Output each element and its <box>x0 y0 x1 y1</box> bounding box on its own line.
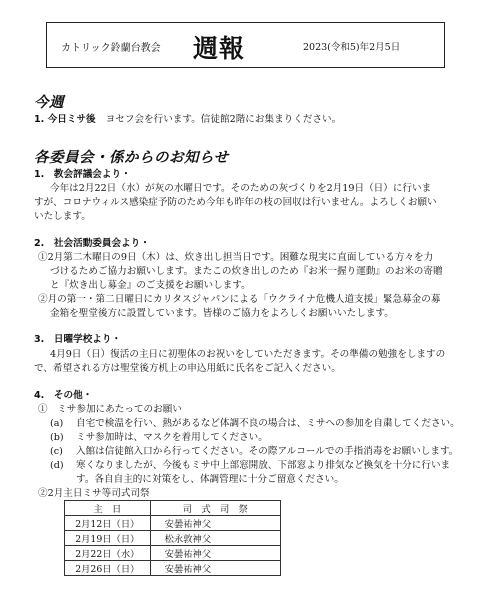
this-week-item-text: ヨセフ会を行います。信徒館2階にお集まりください。 <box>105 114 342 125</box>
column-header-sunday: 主 日 <box>65 501 151 516</box>
s4-item-mark: (c) <box>50 446 63 457</box>
cell-date: 2月19日（日） <box>65 531 151 546</box>
cell-priest: 安曇祐神父 <box>150 561 280 576</box>
cell-date: 2月22日（水） <box>65 546 151 561</box>
cell-date: 2月26日（日） <box>65 561 151 576</box>
s1-heading: 1. 教会評議会より・ <box>34 169 131 180</box>
cell-priest: 安曇祐神父 <box>150 546 280 561</box>
s1-line: いたします。 <box>34 211 91 222</box>
header-box <box>46 22 445 68</box>
bulletin-title: 週報 <box>193 34 246 63</box>
section-title-this-week: 今週 <box>34 95 64 111</box>
s4-sub-heading: ① ミサ参加にあたってのお願い <box>38 404 182 415</box>
s3-heading: 3. 日曜学校より・ <box>34 334 122 345</box>
table-row <box>65 546 281 561</box>
s3-line: 4月9日（日）復活の主日に初聖体のお祝いをしていただきます。その準備の勉強をしますの <box>50 349 446 360</box>
s2-line: 金箱を聖堂後方に設置しています。皆様のご協力をよろしくお願いいたします。 <box>50 308 394 319</box>
column-header-celebrant: 司 式 司 祭 <box>150 501 280 516</box>
s2-line: ②月の第一・第二日曜日にカリタスジャパンによる「ウクライナ危機人道支援」緊急募金の募 <box>38 294 441 305</box>
table-row <box>65 561 281 576</box>
s4-item-mark: (a) <box>50 418 64 429</box>
s4-item-text: ミサ参加時は、マスクを着用してください。 <box>76 432 268 443</box>
s2-line: づけるためご協力お願いします。またこの炊き出しのため『お米一握り運動』のお米の寄贈 <box>50 266 443 277</box>
s1-line: 今年は2月22日（水）が灰の水曜日です。そのための灰づくりを2月19日（日）に行いま <box>50 183 432 194</box>
s4-sub-heading-schedule: ②2月主日ミサ等司式司祭 <box>38 488 150 499</box>
s3-line: で、希望される方は聖堂後方机上の申込用紙に氏名をご記入ください。 <box>34 363 341 374</box>
s4-item-mark: (d) <box>50 460 64 471</box>
table-row <box>65 516 281 531</box>
s4-item-text-cont: す。各自自主的に対策をし、体調管理に十分ご留意ください。 <box>76 474 344 485</box>
s4-heading: 4. その他・ <box>34 390 93 401</box>
this-week-item-label: 1. 今日ミサ後 <box>34 114 96 125</box>
table-header-row <box>65 501 281 516</box>
table-row <box>65 531 281 546</box>
s4-item-mark: (b) <box>50 432 64 443</box>
s4-item-text: 自宅で検温を行い、熱があるなど体調不良の場合は、ミサへの参加を自粛してください。 <box>76 418 460 429</box>
bulletin-date: 2023(令和5)年2月5日 <box>303 42 401 53</box>
s2-line: ①2月第二木曜日の9日（木）は、炊き出し担当日です。困難な現実に直面している方々を力 <box>38 252 434 263</box>
s2-heading: 2. 社会活動委員会より・ <box>34 238 150 249</box>
s4-item-text: 入館は信徒館入口から行ってください。その際アルコールでの手指消毒をお願いします。 <box>76 446 459 457</box>
s4-item-text: 寒くなりましたが、今後もミサ中上部窓開放、下部窓より排気など換気を十分に行いま <box>76 460 451 471</box>
section-title-committees: 各委員会・係からのお知らせ <box>34 150 229 166</box>
this-week-item <box>34 115 341 125</box>
mass-schedule-table <box>64 500 281 576</box>
s1-line: すが、コロナウィルス感染症予防のため今年も昨年の枝の回収は行いません。よろしくお願い <box>34 197 437 208</box>
cell-date: 2月12日（日） <box>65 516 151 531</box>
cell-priest: 松永敦神父 <box>150 531 280 546</box>
s2-line: と『炊き出し募金』のご支援をお願いします。 <box>50 280 251 291</box>
church-name: カトリック鈴蘭台教会 <box>61 43 161 54</box>
cell-priest: 安曇祐神父 <box>150 516 280 531</box>
